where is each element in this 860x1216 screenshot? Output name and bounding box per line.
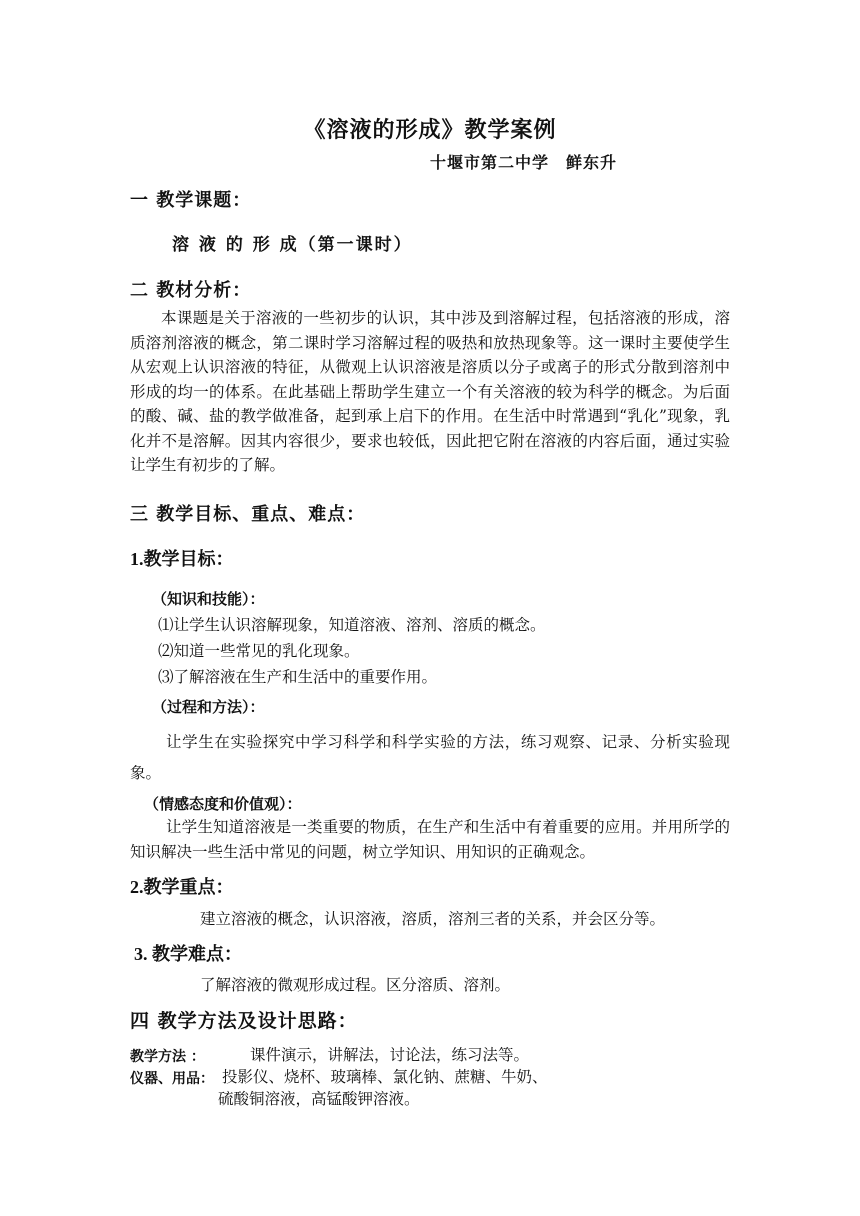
lesson-topic: 溶 液 的 形 成（第一课时） (172, 235, 413, 255)
key-points-heading: 2.教学重点： (130, 877, 234, 897)
knowledge-item-2: ⑵知道一些常见的乳化现象。 (158, 642, 360, 660)
method-label: 教学方法 ： (130, 1049, 205, 1065)
section-1-heading: 一 教学课题： (130, 190, 252, 211)
equipment-line-2: 硫酸铜溶液，高锰酸钾溶液。 (218, 1090, 420, 1108)
equipment-label: 仪器、用品： (130, 1071, 214, 1087)
section-2-heading: 二 教材分析： (130, 280, 252, 301)
section-4-heading: 四 教学方法及设计思路： (130, 1010, 358, 1032)
author-line: 十堰市第二中学 鲜东升 (430, 153, 618, 172)
difficulties-heading: 3. 教学难点： (134, 944, 242, 964)
knowledge-item-3: ⑶了解溶液在生产和生活中的重要作用。 (158, 668, 438, 686)
teaching-goals-heading: 1.教学目标： (130, 549, 234, 569)
knowledge-skills-label: （知识和技能）： (152, 590, 265, 608)
document-title: 《溶液的形成》教学案例 (303, 117, 557, 143)
emotion-values-label: （情感态度和价值观）： (144, 795, 302, 813)
section-3-heading: 三 教学目标、重点、难点： (130, 504, 366, 525)
key-points-text: 建立溶液的概念，认识溶液，溶质，溶剂三者的关系，并会区分等。 (200, 910, 666, 928)
difficulties-text: 了解溶液的微观形成过程。区分溶质、溶剂。 (200, 976, 511, 994)
knowledge-item-1: ⑴让学生认识溶解现象，知道溶液、溶剂、溶质的概念。 (158, 616, 546, 634)
method-value: 课件演示，讲解法，讨论法，练习法等。 (250, 1046, 530, 1064)
equipment-line-1: 投影仪、烧杯、玻璃棒、氯化钠、蔗糖、牛奶、 (222, 1068, 548, 1086)
material-analysis-paragraph: 本课题是关于溶液的一些初步的认识，其中涉及到溶解过程，包括溶液的形成，溶质溶剂溶液的概念，第二课时学习溶解过程的吸热和放热现象等。这一课时主要使学生从宏观上认识溶液的特征，从微观上认识溶液是溶质以分子或离子的形式分散到溶剂中形成的均一的体系。在此基础上帮助学生建立一个有关溶液的较为科学的概念。为后面的酸、碱、盐的教学做准备，起到承上启下的作用。在生活中时常遇到“乳化”现象，乳化并不是溶解。因其内容很少，要求也较低，因此把它附在溶液的内容后面，通过实验让学生有初步的了解。 (130, 309, 730, 474)
process-methods-label: （过程和方法）： (152, 698, 265, 716)
emotion-values-paragraph: 让学生知道溶液是一类重要的物质，在生产和生活中有着重要的应用。并用所学的知识解决一些生活中常见的问题，树立学知识、用知识的正确观念。 (130, 818, 730, 861)
process-methods-paragraph: 让学生在实验探究中学习科学和科学实验的方法，练习观察、记录、分析实验现象。 (130, 733, 730, 782)
